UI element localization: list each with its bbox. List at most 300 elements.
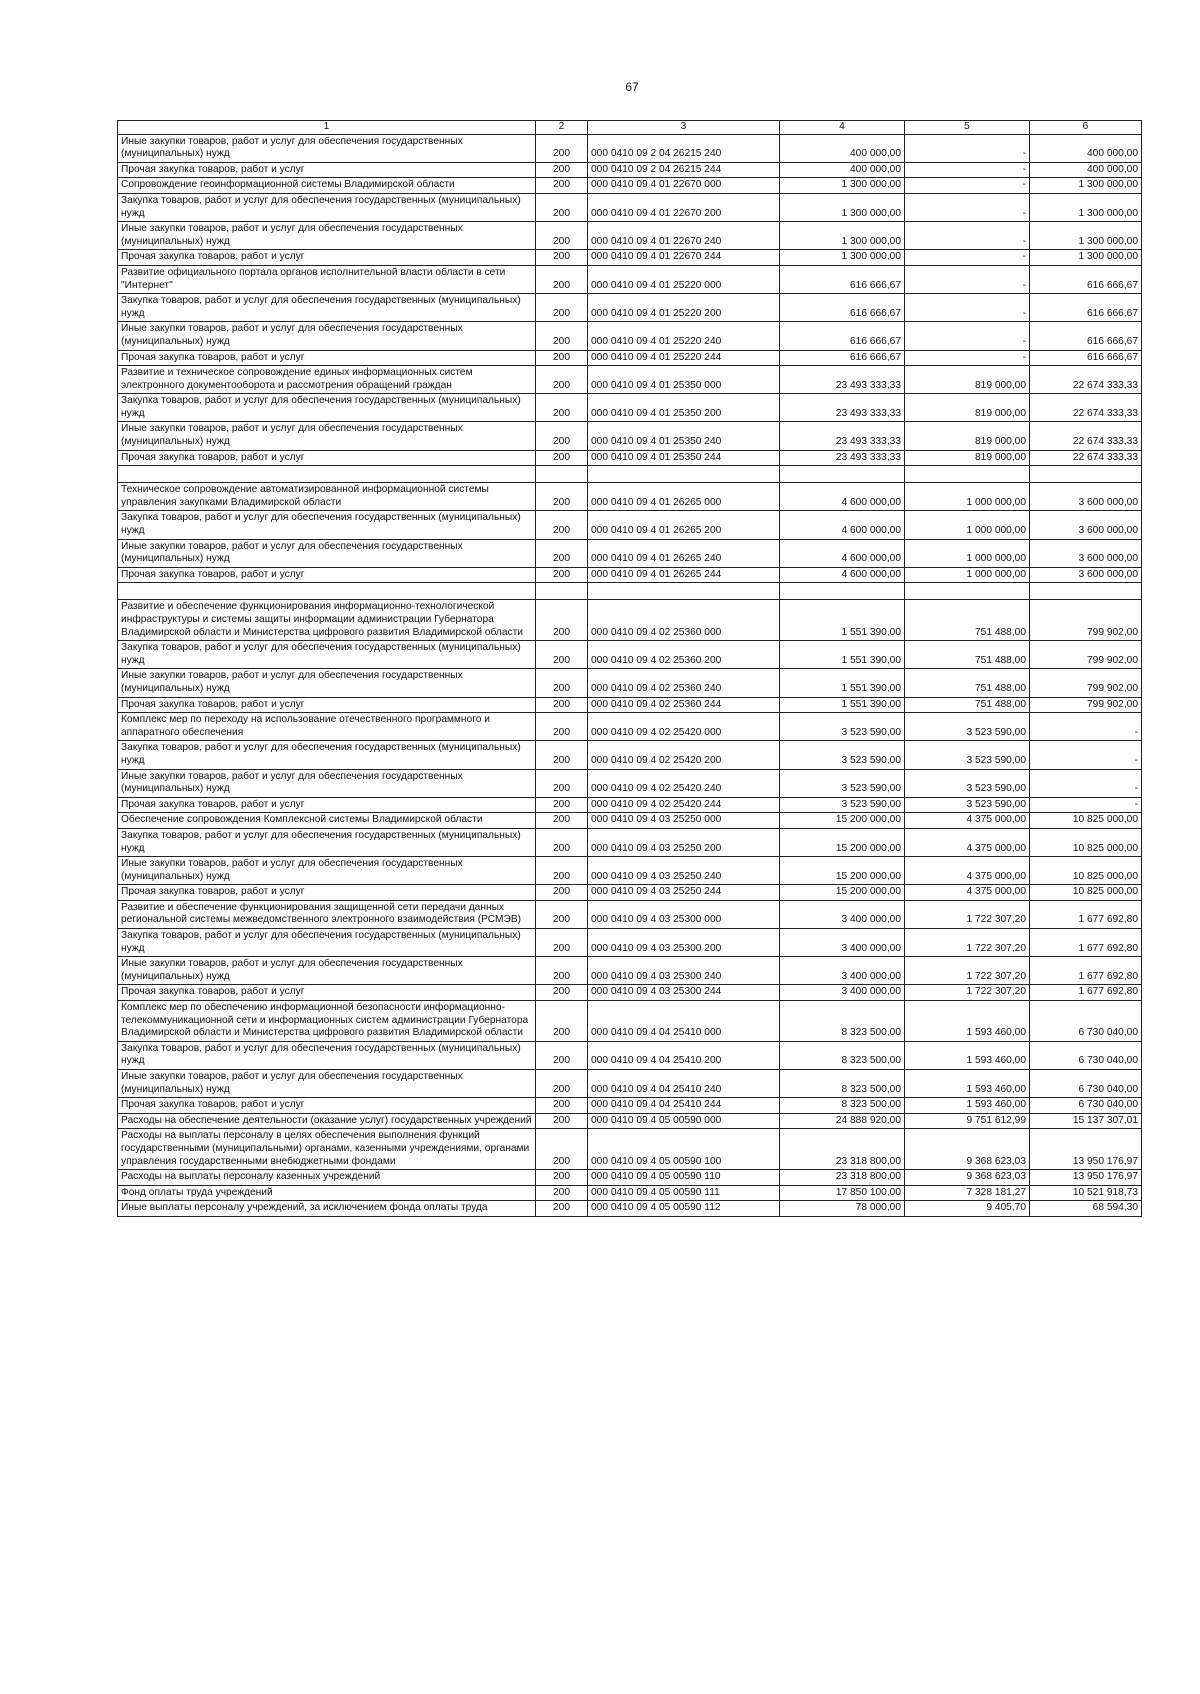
row-remainder-cell: 1 677 692,80 bbox=[1030, 900, 1142, 928]
row-name-cell: Прочая закупка товаров, работ и услуг bbox=[118, 985, 536, 1001]
spacer-row bbox=[118, 583, 1142, 600]
row-kbk-cell: 000 0410 09 4 01 25350 200 bbox=[588, 394, 780, 422]
row-code-cell: 200 bbox=[536, 162, 588, 178]
row-code-cell: 200 bbox=[536, 178, 588, 194]
table-row bbox=[118, 697, 1142, 713]
row-kbk-cell: 000 0410 09 4 05 00590 111 bbox=[588, 1185, 780, 1201]
row-plan-cell: 78 000,00 bbox=[780, 1201, 905, 1217]
row-plan-cell: 616 666,67 bbox=[780, 294, 905, 322]
row-kbk-cell: 000 0410 09 4 01 26265 200 bbox=[588, 511, 780, 539]
row-code-cell: 200 bbox=[536, 1041, 588, 1069]
row-plan-cell: 616 666,67 bbox=[780, 322, 905, 350]
row-executed-cell: 7 328 181,27 bbox=[905, 1185, 1030, 1201]
row-remainder-cell: 6 730 040,00 bbox=[1030, 1070, 1142, 1098]
row-remainder-cell: 3 600 000,00 bbox=[1030, 539, 1142, 567]
row-name-cell: Расходы на обеспечение деятельности (оказание услуг) государственных учреждений bbox=[118, 1113, 536, 1129]
column-header-4: 4 bbox=[780, 121, 905, 135]
row-executed-cell: 751 488,00 bbox=[905, 669, 1030, 697]
row-kbk-cell: 000 0410 09 4 01 22670 244 bbox=[588, 250, 780, 266]
row-plan-cell: 15 200 000,00 bbox=[780, 885, 905, 901]
row-remainder-cell: 3 600 000,00 bbox=[1030, 483, 1142, 511]
spacer-cell bbox=[905, 583, 1030, 600]
row-remainder-cell: 22 674 333,33 bbox=[1030, 450, 1142, 466]
row-plan-cell: 23 493 333,33 bbox=[780, 366, 905, 394]
row-plan-cell: 3 523 590,00 bbox=[780, 797, 905, 813]
spacer-cell bbox=[1030, 583, 1142, 600]
row-code-cell: 200 bbox=[536, 422, 588, 450]
table-body bbox=[118, 134, 1142, 1216]
row-plan-cell: 1 551 390,00 bbox=[780, 600, 905, 641]
row-kbk-cell: 000 0410 09 4 02 25360 240 bbox=[588, 669, 780, 697]
row-name-cell: Развитие и обеспечение функционирования информационно-технологической инфраструктуры и системы защиты информации администрации Губернатора Владимирской области и Министерства цифрового развития Владимирской области bbox=[118, 600, 536, 641]
spacer-cell bbox=[588, 583, 780, 600]
row-executed-cell: 3 523 590,00 bbox=[905, 769, 1030, 797]
table-row bbox=[118, 741, 1142, 769]
table-row bbox=[118, 511, 1142, 539]
row-name-cell: Иные закупки товаров, работ и услуг для обеспечения государственных (муниципальных) нужд bbox=[118, 134, 536, 162]
row-name-cell: Прочая закупка товаров, работ и услуг bbox=[118, 350, 536, 366]
row-kbk-cell: 000 0410 09 2 04 26215 244 bbox=[588, 162, 780, 178]
row-plan-cell: 15 200 000,00 bbox=[780, 828, 905, 856]
row-remainder-cell: 6 730 040,00 bbox=[1030, 1041, 1142, 1069]
row-kbk-cell: 000 0410 09 4 01 22670 240 bbox=[588, 222, 780, 250]
row-code-cell: 200 bbox=[536, 265, 588, 293]
row-remainder-cell: 400 000,00 bbox=[1030, 162, 1142, 178]
row-name-cell: Закупка товаров, работ и услуг для обеспечения государственных (муниципальных) нужд bbox=[118, 929, 536, 957]
table-row bbox=[118, 985, 1142, 1001]
row-remainder-cell: - bbox=[1030, 713, 1142, 741]
row-kbk-cell: 000 0410 09 4 03 25250 240 bbox=[588, 857, 780, 885]
row-name-cell: Развитие официального портала органов исполнительной власти области в сети "Интернет" bbox=[118, 265, 536, 293]
row-remainder-cell: 799 902,00 bbox=[1030, 641, 1142, 669]
row-code-cell: 200 bbox=[536, 1001, 588, 1042]
table-row bbox=[118, 797, 1142, 813]
table-row bbox=[118, 134, 1142, 162]
row-remainder-cell: 799 902,00 bbox=[1030, 669, 1142, 697]
row-code-cell: 200 bbox=[536, 1113, 588, 1129]
row-name-cell: Техническое сопровождение автоматизированной информационной системы управления закупками Владимирской области bbox=[118, 483, 536, 511]
row-kbk-cell: 000 0410 09 4 05 00590 110 bbox=[588, 1170, 780, 1186]
table-row bbox=[118, 162, 1142, 178]
row-kbk-cell: 000 0410 09 4 04 25410 240 bbox=[588, 1070, 780, 1098]
row-kbk-cell: 000 0410 09 4 01 22670 000 bbox=[588, 178, 780, 194]
header-row bbox=[118, 121, 1142, 135]
row-remainder-cell: 6 730 040,00 bbox=[1030, 1098, 1142, 1114]
row-remainder-cell: 799 902,00 bbox=[1030, 600, 1142, 641]
row-name-cell: Иные закупки товаров, работ и услуг для обеспечения государственных (муниципальных) нужд bbox=[118, 669, 536, 697]
row-executed-cell: 1 722 307,20 bbox=[905, 957, 1030, 985]
row-plan-cell: 1 551 390,00 bbox=[780, 641, 905, 669]
row-name-cell: Прочая закупка товаров, работ и услуг bbox=[118, 450, 536, 466]
row-code-cell: 200 bbox=[536, 929, 588, 957]
row-name-cell: Прочая закупка товаров, работ и услуг bbox=[118, 697, 536, 713]
row-remainder-cell: 1 677 692,80 bbox=[1030, 957, 1142, 985]
row-remainder-cell: 10 825 000,00 bbox=[1030, 813, 1142, 829]
row-executed-cell: 9 405,70 bbox=[905, 1201, 1030, 1217]
row-kbk-cell: 000 0410 09 4 05 00590 100 bbox=[588, 1129, 780, 1170]
row-plan-cell: 15 200 000,00 bbox=[780, 813, 905, 829]
row-executed-cell: - bbox=[905, 350, 1030, 366]
row-plan-cell: 23 493 333,33 bbox=[780, 450, 905, 466]
spacer-cell bbox=[1030, 466, 1142, 483]
row-code-cell: 200 bbox=[536, 697, 588, 713]
row-name-cell: Прочая закупка товаров, работ и услуг bbox=[118, 797, 536, 813]
row-kbk-cell: 000 0410 09 4 01 25220 200 bbox=[588, 294, 780, 322]
row-plan-cell: 616 666,67 bbox=[780, 265, 905, 293]
row-kbk-cell: 000 0410 09 4 03 25300 244 bbox=[588, 985, 780, 1001]
row-plan-cell: 400 000,00 bbox=[780, 134, 905, 162]
table-row bbox=[118, 350, 1142, 366]
row-executed-cell: - bbox=[905, 265, 1030, 293]
row-code-cell: 200 bbox=[536, 813, 588, 829]
row-plan-cell: 15 200 000,00 bbox=[780, 857, 905, 885]
row-kbk-cell: 000 0410 09 4 02 25420 200 bbox=[588, 741, 780, 769]
row-executed-cell: 9 368 623,03 bbox=[905, 1129, 1030, 1170]
row-code-cell: 200 bbox=[536, 797, 588, 813]
row-kbk-cell: 000 0410 09 4 02 25420 244 bbox=[588, 797, 780, 813]
table-row bbox=[118, 857, 1142, 885]
table-row bbox=[118, 193, 1142, 221]
row-kbk-cell: 000 0410 09 4 01 25350 240 bbox=[588, 422, 780, 450]
row-executed-cell: 819 000,00 bbox=[905, 450, 1030, 466]
row-name-cell: Иные закупки товаров, работ и услуг для обеспечения государственных (муниципальных) нужд bbox=[118, 957, 536, 985]
table-row bbox=[118, 1129, 1142, 1170]
row-remainder-cell: 3 600 000,00 bbox=[1030, 511, 1142, 539]
row-name-cell: Закупка товаров, работ и услуг для обеспечения государственных (муниципальных) нужд bbox=[118, 294, 536, 322]
row-remainder-cell: 616 666,67 bbox=[1030, 265, 1142, 293]
row-code-cell: 200 bbox=[536, 1129, 588, 1170]
table-row bbox=[118, 1041, 1142, 1069]
column-header-1: 1 bbox=[118, 121, 536, 135]
page-number: 67 bbox=[625, 80, 639, 94]
row-executed-cell: - bbox=[905, 250, 1030, 266]
row-name-cell: Сопровождение геоинформационной системы Владимирской области bbox=[118, 178, 536, 194]
row-plan-cell: 1 300 000,00 bbox=[780, 178, 905, 194]
row-code-cell: 200 bbox=[536, 1070, 588, 1098]
row-name-cell: Иные закупки товаров, работ и услуг для обеспечения государственных (муниципальных) нужд bbox=[118, 769, 536, 797]
row-name-cell: Иные закупки товаров, работ и услуг для обеспечения государственных (муниципальных) нужд bbox=[118, 222, 536, 250]
row-plan-cell: 3 400 000,00 bbox=[780, 957, 905, 985]
table-row bbox=[118, 957, 1142, 985]
row-kbk-cell: 000 0410 09 4 01 25350 244 bbox=[588, 450, 780, 466]
row-code-cell: 200 bbox=[536, 1201, 588, 1217]
row-remainder-cell: 1 677 692,80 bbox=[1030, 985, 1142, 1001]
table-row bbox=[118, 929, 1142, 957]
spacer-cell bbox=[118, 466, 536, 483]
row-executed-cell: - bbox=[905, 162, 1030, 178]
row-executed-cell: 819 000,00 bbox=[905, 394, 1030, 422]
row-remainder-cell: 15 137 307,01 bbox=[1030, 1113, 1142, 1129]
row-executed-cell: 751 488,00 bbox=[905, 641, 1030, 669]
table-row bbox=[118, 1070, 1142, 1098]
row-remainder-cell: 1 300 000,00 bbox=[1030, 222, 1142, 250]
row-executed-cell: 3 523 590,00 bbox=[905, 797, 1030, 813]
row-code-cell: 200 bbox=[536, 250, 588, 266]
row-code-cell: 200 bbox=[536, 1098, 588, 1114]
row-code-cell: 200 bbox=[536, 828, 588, 856]
row-executed-cell: - bbox=[905, 134, 1030, 162]
row-kbk-cell: 000 0410 09 4 03 25300 240 bbox=[588, 957, 780, 985]
row-kbk-cell: 000 0410 09 4 01 22670 200 bbox=[588, 193, 780, 221]
row-code-cell: 200 bbox=[536, 539, 588, 567]
table-row bbox=[118, 366, 1142, 394]
row-code-cell: 200 bbox=[536, 366, 588, 394]
row-name-cell: Закупка товаров, работ и услуг для обеспечения государственных (муниципальных) нужд bbox=[118, 828, 536, 856]
row-remainder-cell: 3 600 000,00 bbox=[1030, 567, 1142, 583]
row-executed-cell: 3 523 590,00 bbox=[905, 741, 1030, 769]
row-plan-cell: 616 666,67 bbox=[780, 350, 905, 366]
row-name-cell: Фонд оплаты труда учреждений bbox=[118, 1185, 536, 1201]
row-code-cell: 200 bbox=[536, 957, 588, 985]
row-remainder-cell: - bbox=[1030, 797, 1142, 813]
row-kbk-cell: 000 0410 09 4 02 25420 240 bbox=[588, 769, 780, 797]
row-remainder-cell: 13 950 176,97 bbox=[1030, 1170, 1142, 1186]
row-code-cell: 200 bbox=[536, 394, 588, 422]
row-kbk-cell: 000 0410 09 4 03 25250 200 bbox=[588, 828, 780, 856]
row-code-cell: 200 bbox=[536, 567, 588, 583]
row-plan-cell: 400 000,00 bbox=[780, 162, 905, 178]
table-row bbox=[118, 1113, 1142, 1129]
row-kbk-cell: 000 0410 09 4 03 25300 200 bbox=[588, 929, 780, 957]
table-row bbox=[118, 600, 1142, 641]
row-name-cell: Прочая закупка товаров, работ и услуг bbox=[118, 567, 536, 583]
row-plan-cell: 17 850 100,00 bbox=[780, 1185, 905, 1201]
table-row bbox=[118, 713, 1142, 741]
row-remainder-cell: 6 730 040,00 bbox=[1030, 1001, 1142, 1042]
row-remainder-cell: 616 666,67 bbox=[1030, 294, 1142, 322]
row-code-cell: 200 bbox=[536, 769, 588, 797]
row-name-cell: Закупка товаров, работ и услуг для обеспечения государственных (муниципальных) нужд bbox=[118, 193, 536, 221]
row-executed-cell: - bbox=[905, 193, 1030, 221]
row-executed-cell: 1 000 000,00 bbox=[905, 483, 1030, 511]
row-executed-cell: 4 375 000,00 bbox=[905, 813, 1030, 829]
row-kbk-cell: 000 0410 09 4 01 25220 000 bbox=[588, 265, 780, 293]
row-code-cell: 200 bbox=[536, 900, 588, 928]
row-executed-cell: 1 722 307,20 bbox=[905, 900, 1030, 928]
table-row bbox=[118, 322, 1142, 350]
table-row bbox=[118, 1185, 1142, 1201]
row-remainder-cell: 10 825 000,00 bbox=[1030, 885, 1142, 901]
row-kbk-cell: 000 0410 09 4 02 25360 200 bbox=[588, 641, 780, 669]
row-name-cell: Прочая закупка товаров, работ и услуг bbox=[118, 1098, 536, 1114]
row-remainder-cell: 616 666,67 bbox=[1030, 350, 1142, 366]
row-executed-cell: - bbox=[905, 222, 1030, 250]
row-name-cell: Иные закупки товаров, работ и услуг для обеспечения государственных (муниципальных) нужд bbox=[118, 322, 536, 350]
row-kbk-cell: 000 0410 09 4 03 25300 000 bbox=[588, 900, 780, 928]
table-row bbox=[118, 641, 1142, 669]
column-header-6: 6 bbox=[1030, 121, 1142, 135]
row-kbk-cell: 000 0410 09 4 02 25420 000 bbox=[588, 713, 780, 741]
table-row bbox=[118, 1201, 1142, 1217]
table-row bbox=[118, 394, 1142, 422]
table-row bbox=[118, 250, 1142, 266]
row-executed-cell: 1 000 000,00 bbox=[905, 567, 1030, 583]
table-row bbox=[118, 769, 1142, 797]
spacer-row bbox=[118, 466, 1142, 483]
row-executed-cell: 751 488,00 bbox=[905, 600, 1030, 641]
row-name-cell: Обеспечение сопровождения Комплексной системы Владимирской области bbox=[118, 813, 536, 829]
row-plan-cell: 8 323 500,00 bbox=[780, 1041, 905, 1069]
row-code-cell: 200 bbox=[536, 511, 588, 539]
row-remainder-cell: 1 300 000,00 bbox=[1030, 250, 1142, 266]
row-plan-cell: 3 400 000,00 bbox=[780, 929, 905, 957]
row-code-cell: 200 bbox=[536, 193, 588, 221]
row-remainder-cell: 1 677 692,80 bbox=[1030, 929, 1142, 957]
row-kbk-cell: 000 0410 09 4 03 25250 244 bbox=[588, 885, 780, 901]
row-plan-cell: 23 318 800,00 bbox=[780, 1129, 905, 1170]
row-kbk-cell: 000 0410 09 4 05 00590 000 bbox=[588, 1113, 780, 1129]
table-row bbox=[118, 885, 1142, 901]
row-remainder-cell: 10 825 000,00 bbox=[1030, 857, 1142, 885]
row-remainder-cell: 10 521 918,73 bbox=[1030, 1185, 1142, 1201]
table-row bbox=[118, 222, 1142, 250]
row-code-cell: 200 bbox=[536, 741, 588, 769]
table-row bbox=[118, 450, 1142, 466]
budget-table bbox=[117, 120, 1142, 1217]
row-name-cell: Прочая закупка товаров, работ и услуг bbox=[118, 250, 536, 266]
row-name-cell: Иные закупки товаров, работ и услуг для обеспечения государственных (муниципальных) нужд bbox=[118, 539, 536, 567]
row-executed-cell: 819 000,00 bbox=[905, 422, 1030, 450]
row-code-cell: 200 bbox=[536, 669, 588, 697]
row-name-cell: Развитие и обеспечение функционирования защищенной сети передачи данных региональной системы межведомственного электронного взаимодействия (РСМЭВ) bbox=[118, 900, 536, 928]
row-code-cell: 200 bbox=[536, 483, 588, 511]
row-executed-cell: - bbox=[905, 322, 1030, 350]
row-executed-cell: - bbox=[905, 178, 1030, 194]
row-remainder-cell: 1 300 000,00 bbox=[1030, 178, 1142, 194]
row-executed-cell: 751 488,00 bbox=[905, 697, 1030, 713]
row-name-cell: Иные закупки товаров, работ и услуг для обеспечения государственных (муниципальных) нужд bbox=[118, 422, 536, 450]
row-code-cell: 200 bbox=[536, 294, 588, 322]
column-header-5: 5 bbox=[905, 121, 1030, 135]
table-row bbox=[118, 483, 1142, 511]
row-plan-cell: 8 323 500,00 bbox=[780, 1001, 905, 1042]
row-remainder-cell: - bbox=[1030, 769, 1142, 797]
table-row bbox=[118, 265, 1142, 293]
row-name-cell: Расходы на выплаты персоналу казенных учреждений bbox=[118, 1170, 536, 1186]
row-kbk-cell: 000 0410 09 4 01 26265 240 bbox=[588, 539, 780, 567]
row-code-cell: 200 bbox=[536, 713, 588, 741]
table-row bbox=[118, 1001, 1142, 1042]
row-plan-cell: 4 600 000,00 bbox=[780, 539, 905, 567]
row-name-cell: Расходы на выплаты персоналу в целях обеспечения выполнения функций государственными (муниципальными) органами, казенными учреждениями, органами управления государственными внебюджетными фондами bbox=[118, 1129, 536, 1170]
row-executed-cell: - bbox=[905, 294, 1030, 322]
spacer-cell bbox=[780, 466, 905, 483]
table-row bbox=[118, 539, 1142, 567]
row-executed-cell: 9 368 623,03 bbox=[905, 1170, 1030, 1186]
spacer-cell bbox=[118, 583, 536, 600]
column-header-3: 3 bbox=[588, 121, 780, 135]
row-remainder-cell: 616 666,67 bbox=[1030, 322, 1142, 350]
row-plan-cell: 3 400 000,00 bbox=[780, 900, 905, 928]
row-kbk-cell: 000 0410 09 4 01 26265 244 bbox=[588, 567, 780, 583]
row-name-cell: Комплекс мер по переходу на использование отечественного программного и аппаратного обеспечения bbox=[118, 713, 536, 741]
row-kbk-cell: 000 0410 09 4 05 00590 112 bbox=[588, 1201, 780, 1217]
row-executed-cell: 819 000,00 bbox=[905, 366, 1030, 394]
row-remainder-cell: 13 950 176,97 bbox=[1030, 1129, 1142, 1170]
row-kbk-cell: 000 0410 09 2 04 26215 240 bbox=[588, 134, 780, 162]
row-plan-cell: 1 300 000,00 bbox=[780, 250, 905, 266]
row-plan-cell: 23 493 333,33 bbox=[780, 394, 905, 422]
row-code-cell: 200 bbox=[536, 985, 588, 1001]
row-kbk-cell: 000 0410 09 4 02 25360 244 bbox=[588, 697, 780, 713]
spacer-cell bbox=[536, 466, 588, 483]
row-executed-cell: 3 523 590,00 bbox=[905, 713, 1030, 741]
row-kbk-cell: 000 0410 09 4 04 25410 000 bbox=[588, 1001, 780, 1042]
row-plan-cell: 1 551 390,00 bbox=[780, 697, 905, 713]
row-plan-cell: 3 400 000,00 bbox=[780, 985, 905, 1001]
row-remainder-cell: 799 902,00 bbox=[1030, 697, 1142, 713]
row-executed-cell: 1 593 460,00 bbox=[905, 1041, 1030, 1069]
row-remainder-cell: 22 674 333,33 bbox=[1030, 394, 1142, 422]
table-row bbox=[118, 813, 1142, 829]
row-plan-cell: 1 300 000,00 bbox=[780, 222, 905, 250]
spacer-cell bbox=[780, 583, 905, 600]
row-remainder-cell: 68 594,30 bbox=[1030, 1201, 1142, 1217]
table-row bbox=[118, 422, 1142, 450]
row-code-cell: 200 bbox=[536, 885, 588, 901]
row-code-cell: 200 bbox=[536, 1170, 588, 1186]
table-row bbox=[118, 567, 1142, 583]
row-code-cell: 200 bbox=[536, 641, 588, 669]
row-name-cell: Закупка товаров, работ и услуг для обеспечения государственных (муниципальных) нужд bbox=[118, 394, 536, 422]
row-name-cell: Закупка товаров, работ и услуг для обеспечения государственных (муниципальных) нужд bbox=[118, 741, 536, 769]
row-code-cell: 200 bbox=[536, 322, 588, 350]
row-kbk-cell: 000 0410 09 4 02 25360 000 bbox=[588, 600, 780, 641]
row-code-cell: 200 bbox=[536, 1185, 588, 1201]
row-executed-cell: 9 751 612,99 bbox=[905, 1113, 1030, 1129]
row-name-cell: Иные закупки товаров, работ и услуг для обеспечения государственных (муниципальных) нужд bbox=[118, 857, 536, 885]
row-name-cell: Иные закупки товаров, работ и услуг для обеспечения государственных (муниципальных) нужд bbox=[118, 1070, 536, 1098]
row-executed-cell: 1 000 000,00 bbox=[905, 539, 1030, 567]
row-code-cell: 200 bbox=[536, 450, 588, 466]
row-kbk-cell: 000 0410 09 4 01 25350 000 bbox=[588, 366, 780, 394]
spacer-cell bbox=[905, 466, 1030, 483]
row-remainder-cell: 400 000,00 bbox=[1030, 134, 1142, 162]
row-name-cell: Комплекс мер по обеспечению информационной безопасности информационно-телекоммуникационной сети и информационных систем администрации Губернатора Владимирской области и Министерства цифрового развития Владимирской области bbox=[118, 1001, 536, 1042]
row-code-cell: 200 bbox=[536, 134, 588, 162]
row-name-cell: Закупка товаров, работ и услуг для обеспечения государственных (муниципальных) нужд bbox=[118, 1041, 536, 1069]
row-kbk-cell: 000 0410 09 4 01 26265 000 bbox=[588, 483, 780, 511]
row-plan-cell: 4 600 000,00 bbox=[780, 511, 905, 539]
row-executed-cell: 4 375 000,00 bbox=[905, 828, 1030, 856]
row-remainder-cell: 10 825 000,00 bbox=[1030, 828, 1142, 856]
row-executed-cell: 4 375 000,00 bbox=[905, 885, 1030, 901]
row-code-cell: 200 bbox=[536, 857, 588, 885]
row-remainder-cell: 22 674 333,33 bbox=[1030, 366, 1142, 394]
row-kbk-cell: 000 0410 09 4 04 25410 244 bbox=[588, 1098, 780, 1114]
row-name-cell: Иные выплаты персоналу учреждений, за исключением фонда оплаты труда bbox=[118, 1201, 536, 1217]
row-kbk-cell: 000 0410 09 4 01 25220 244 bbox=[588, 350, 780, 366]
row-plan-cell: 8 323 500,00 bbox=[780, 1098, 905, 1114]
spacer-cell bbox=[588, 466, 780, 483]
row-executed-cell: 1 000 000,00 bbox=[905, 511, 1030, 539]
table-row bbox=[118, 828, 1142, 856]
table-row bbox=[118, 669, 1142, 697]
row-plan-cell: 1 551 390,00 bbox=[780, 669, 905, 697]
row-remainder-cell: 1 300 000,00 bbox=[1030, 193, 1142, 221]
row-plan-cell: 23 493 333,33 bbox=[780, 422, 905, 450]
row-name-cell: Прочая закупка товаров, работ и услуг bbox=[118, 162, 536, 178]
table-row bbox=[118, 1098, 1142, 1114]
row-code-cell: 200 bbox=[536, 222, 588, 250]
row-executed-cell: 1 722 307,20 bbox=[905, 985, 1030, 1001]
row-name-cell: Развитие и техническое сопровождение единых информационных систем электронного документооборота и рассмотрения обращений граждан bbox=[118, 366, 536, 394]
row-name-cell: Закупка товаров, работ и услуг для обеспечения государственных (муниципальных) нужд bbox=[118, 641, 536, 669]
row-kbk-cell: 000 0410 09 4 01 25220 240 bbox=[588, 322, 780, 350]
row-plan-cell: 4 600 000,00 bbox=[780, 567, 905, 583]
spacer-cell bbox=[536, 583, 588, 600]
table-row bbox=[118, 294, 1142, 322]
